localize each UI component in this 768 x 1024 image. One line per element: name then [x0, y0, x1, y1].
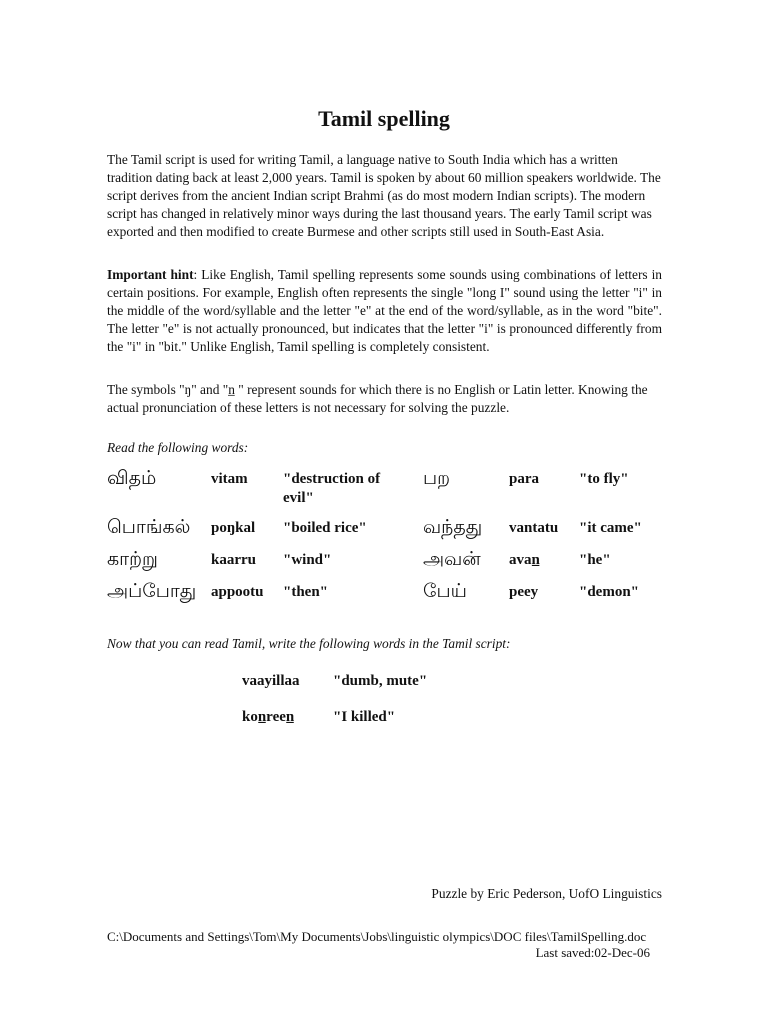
- hint-label: Important hint: [107, 267, 194, 282]
- exercise-latin: vaayillaa: [242, 673, 300, 689]
- read-words-label: Read the following words:: [107, 440, 249, 455]
- gloss: "wind": [283, 552, 332, 568]
- last-saved: Last saved:02-Dec-06: [535, 945, 650, 960]
- tamil-word: அப்போது: [107, 580, 197, 602]
- gloss: "to fly": [579, 471, 629, 487]
- tamil-word: பொங்கல்: [107, 516, 191, 538]
- gloss: "he": [579, 552, 611, 568]
- hint-text: : Like English, Tamil spelling represents some sounds using combinations of letters in certain positions. For example, English often represents the single "long I" sound using the letter "i" in the middle of the word/syllable and the letter "e" at the end of the word/syllable, as in the word "bite". The letter "e" is not actually pronounced, but indicates that the letter "i" is pronounced differently from the "i" in "bit." Unlike English, Tamil spelling is completely consistent.: [107, 267, 662, 354]
- symbols-paragraph: The symbols "ŋ" and "n̲ " represent sounds for which there is no English or Latin letter. Knowing the actual pronunciation of these letters is not necessary for solving the puzzle.: [107, 382, 648, 415]
- puzzle-credit: Puzzle by Eric Pederson, UofO Linguistics: [431, 886, 662, 901]
- latin-word: peey: [509, 584, 539, 600]
- tamil-word: பற: [423, 467, 451, 489]
- exercise-latin: kon̲reen̲: [242, 709, 295, 725]
- exercise-gloss: "I killed": [333, 709, 396, 725]
- latin-word: vitam: [211, 471, 248, 487]
- intro-paragraph: The Tamil script is used for writing Tamil, a language native to South India which has a written tradition dating back at least 2,000 years. Tamil is spoken by about 60 million speakers worldwide. The script derives from the ancient Indian script Brahmi (as do most modern Indian scripts). The modern script has changed in relatively minor ways during the last thousand years. The early Tamil script was exported and then modified to create Burmese and other scripts still used in South-East Asia.: [107, 152, 661, 239]
- gloss: "it came": [579, 520, 642, 536]
- gloss: "destruction of evil": [283, 471, 381, 506]
- gloss: "demon": [579, 584, 639, 600]
- latin-word: avan̲: [509, 552, 540, 568]
- hint-paragraph: [107, 266, 662, 356]
- tamil-word: பேய்: [423, 580, 467, 602]
- write-words-label: Now that you can read Tamil, write the following words in the Tamil script:: [107, 636, 511, 651]
- tamil-word: காற்று: [107, 548, 158, 570]
- tamil-word: விதம்: [107, 467, 157, 489]
- file-path: C:\Documents and Settings\Tom\My Documents\Jobs\linguistic olympics\DOC files\TamilSpelling.doc: [107, 929, 647, 944]
- latin-word: kaarru: [211, 552, 256, 568]
- latin-word: para: [509, 471, 539, 487]
- latin-word: appootu: [211, 584, 264, 600]
- latin-word: vantatu: [509, 520, 559, 536]
- latin-word: poŋkal: [211, 520, 256, 536]
- exercise-gloss: "dumb, mute": [333, 673, 428, 689]
- gloss: "then": [283, 584, 328, 600]
- tamil-word: வந்தது: [423, 516, 483, 538]
- tamil-word: அவன்: [423, 548, 481, 570]
- gloss: "boiled rice": [283, 520, 367, 536]
- page-title: Tamil spelling: [318, 106, 450, 131]
